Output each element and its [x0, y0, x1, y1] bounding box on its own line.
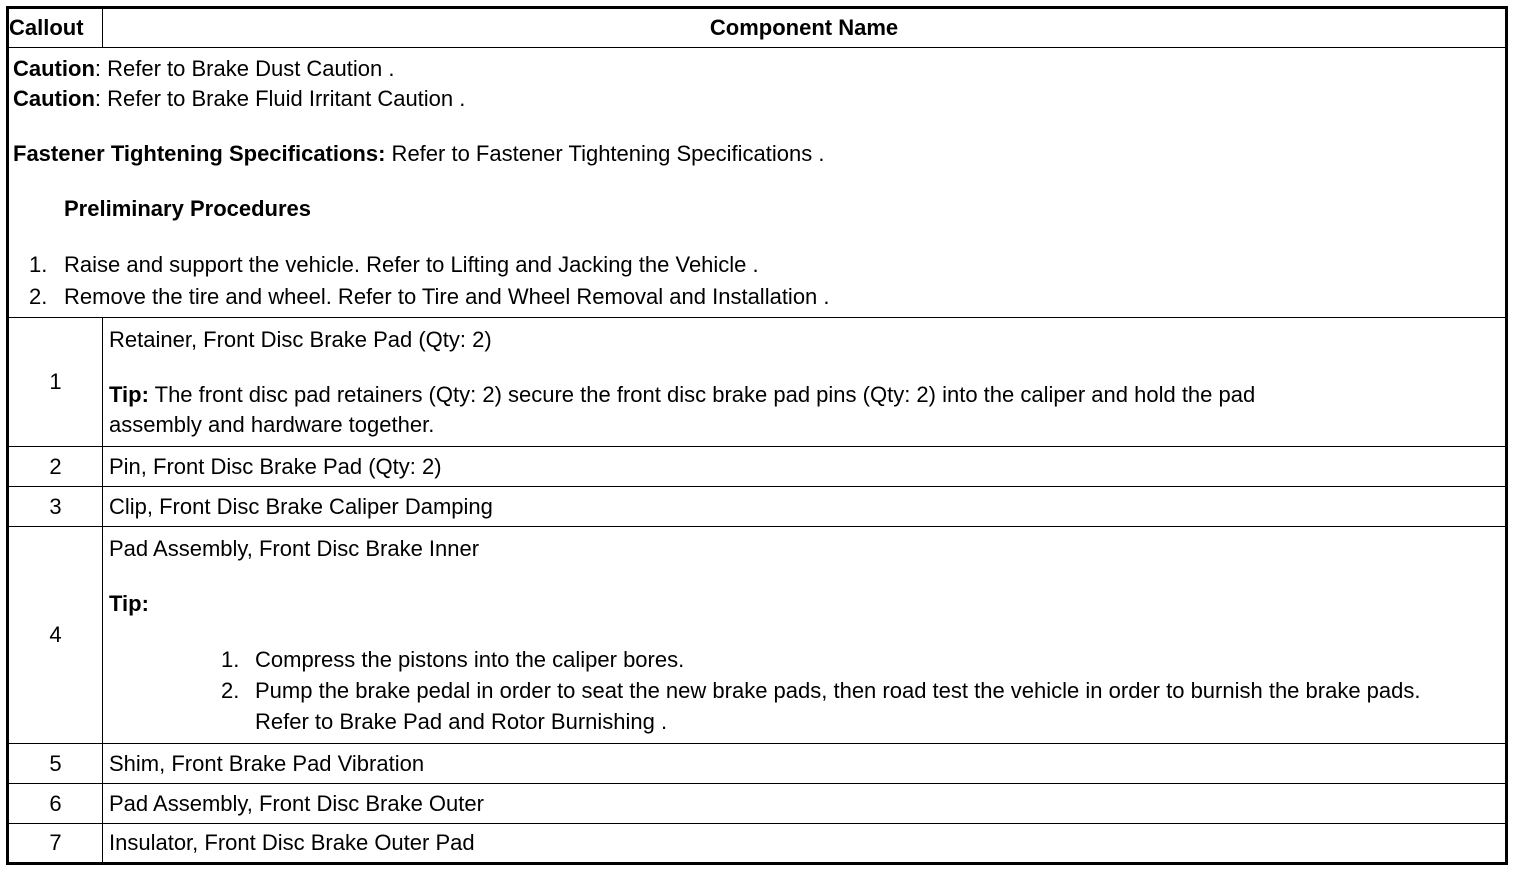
- fastener-spec-line: [13, 139, 1505, 169]
- preliminary-procedures-heading: Preliminary Procedures: [64, 196, 312, 221]
- step-text: Remove the tire and wheel. Refer to Tire and Wheel Removal and Installation .: [64, 284, 830, 309]
- caution-label: Caution: [13, 86, 95, 111]
- caution-line-2: [13, 84, 1505, 114]
- component-name: Insulator, Front Disc Brake Outer Pad: [103, 824, 1507, 864]
- table-row: [8, 447, 1507, 487]
- caution-text: : Refer to Brake Fluid Irritant Caution .: [94, 86, 466, 111]
- table-row: [8, 527, 1507, 744]
- callout-number: 2: [8, 447, 103, 487]
- component-cell: [103, 527, 1507, 744]
- step-number: 2.: [221, 678, 240, 703]
- list-item: [109, 675, 1505, 737]
- step-number: 2.: [29, 284, 48, 309]
- callout-number: 7: [8, 824, 103, 864]
- table-row: [8, 784, 1507, 824]
- callout-number: 5: [8, 744, 103, 784]
- table-row: [8, 824, 1507, 864]
- list-item: [109, 644, 1505, 675]
- fastener-label: Fastener Tightening Specifications:: [13, 141, 386, 166]
- preliminary-steps-list: [13, 249, 1505, 313]
- callout-number: 3: [8, 487, 103, 527]
- component-name: Pin, Front Disc Brake Pad (Qty: 2): [103, 447, 1507, 487]
- caution-line-1: [13, 54, 1505, 84]
- list-item: [13, 249, 1505, 281]
- caution-label: Caution: [13, 56, 95, 81]
- tip-line: [109, 380, 1505, 410]
- component-name: Shim, Front Brake Pad Vibration: [103, 744, 1507, 784]
- component-name: Retainer, Front Disc Brake Pad (Qty: 2): [109, 327, 492, 352]
- fastener-text: Refer to Fastener Tightening Specifications .: [385, 141, 825, 166]
- tip-steps-list: [109, 644, 1505, 737]
- caution-text: : Refer to Brake Dust Caution .: [94, 56, 395, 81]
- component-cell: [103, 318, 1507, 447]
- component-name-column-header: Component Name: [103, 8, 1507, 48]
- step-text: Compress the pistons into the caliper bores.: [255, 647, 685, 672]
- list-item: [13, 281, 1505, 313]
- component-name: Pad Assembly, Front Disc Brake Inner: [109, 536, 480, 561]
- callout-number: 6: [8, 784, 103, 824]
- table-row: [8, 744, 1507, 784]
- table-row: [8, 318, 1507, 447]
- tip-text: The front disc pad retainers (Qty: 2) secure the front disc brake pad pins (Qty: 2) into the caliper and hold the pad: [148, 382, 1256, 407]
- table-header-row: [8, 8, 1507, 48]
- components-table: [6, 6, 1508, 865]
- step-text: Pump the brake pedal in order to seat the new brake pads, then road test the vehicle in order to burnish the brake pads.: [255, 678, 1421, 703]
- step-number: 1.: [29, 252, 48, 277]
- callout-number: 1: [8, 318, 103, 447]
- tip-text-continued: assembly and hardware together.: [109, 412, 435, 437]
- component-name: Pad Assembly, Front Disc Brake Outer: [103, 784, 1507, 824]
- component-name: Clip, Front Disc Brake Caliper Damping: [103, 487, 1507, 527]
- step-number: 1.: [221, 647, 240, 672]
- intro-cell: [8, 48, 1507, 318]
- callout-number: 4: [8, 527, 103, 744]
- tip-label: Tip:: [109, 382, 149, 407]
- intro-row: [8, 48, 1507, 318]
- step-text: Raise and support the vehicle. Refer to Lifting and Jacking the Vehicle .: [64, 252, 759, 277]
- callout-column-header: Callout: [8, 8, 103, 48]
- step-text-continued: Refer to Brake Pad and Rotor Burnishing .: [255, 709, 668, 734]
- table-row: [8, 487, 1507, 527]
- tip-label: Tip:: [109, 591, 149, 616]
